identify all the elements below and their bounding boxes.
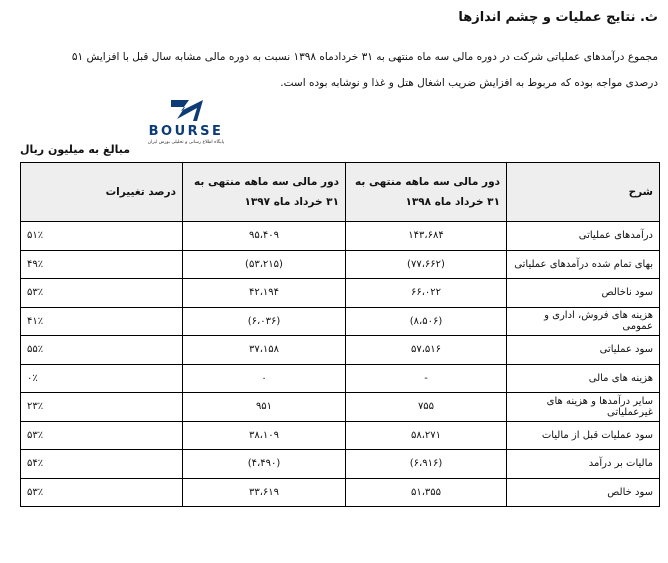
row-description: هزینه های فروش، اداری و عمومی bbox=[507, 307, 660, 336]
table-row bbox=[21, 222, 660, 251]
row-value-1398: (۷۷،۶۶۲) bbox=[346, 250, 507, 279]
row-value-1398: (۶،۹۱۶) bbox=[346, 450, 507, 479]
row-description: سود عملیاتی bbox=[507, 336, 660, 365]
results-table bbox=[20, 162, 660, 507]
row-value-1397: ۹۵۱ bbox=[183, 393, 346, 422]
row-description: درآمدهای عملیاتی bbox=[507, 222, 660, 251]
row-change: ۵۱٪ bbox=[21, 222, 183, 251]
unit-note: مبالغ به میلیون ریال bbox=[20, 143, 131, 156]
row-change: ۴۹٪ bbox=[21, 250, 183, 279]
header-period-1397: دور مالی سه ماهه منتهی به ۳۱ خرداد ماه ۱۳۹۷ bbox=[183, 163, 346, 222]
row-change: ۲۳٪ bbox=[21, 393, 183, 422]
row-change: ۵۳٪ bbox=[21, 421, 183, 450]
row-value-1397: (۶،۰۳۶) bbox=[183, 307, 346, 336]
logo-subtitle: پایگاه اطلاع رسانی و تحلیلی بورس ایران bbox=[147, 140, 225, 145]
table-row bbox=[21, 279, 660, 308]
table-header-row bbox=[21, 163, 660, 222]
table-row bbox=[21, 336, 660, 365]
table-row bbox=[21, 393, 660, 422]
row-change: ۴۱٪ bbox=[21, 307, 183, 336]
table-row bbox=[21, 421, 660, 450]
row-change: ۰٪ bbox=[21, 364, 183, 393]
table-row bbox=[21, 364, 660, 393]
table-row bbox=[21, 450, 660, 479]
bourse-logo bbox=[127, 97, 245, 149]
row-change: ۵۳٪ bbox=[21, 279, 183, 308]
row-description: سود ناخالص bbox=[507, 279, 660, 308]
row-description: مالیات بر درآمد bbox=[507, 450, 660, 479]
row-description: سود عملیات قبل از مالیات bbox=[507, 421, 660, 450]
row-value-1397: ۳۷،۱۵۸ bbox=[183, 336, 346, 365]
table-row bbox=[21, 478, 660, 507]
row-value-1398: ۵۸،۲۷۱ bbox=[346, 421, 507, 450]
row-description: هزینه های مالی bbox=[507, 364, 660, 393]
header-period-1398: دور مالی سه ماهه منتهی به ۳۱ خرداد ماه ۱۳۹۸ bbox=[346, 163, 507, 222]
row-value-1398: (۸،۵۰۶) bbox=[346, 307, 507, 336]
row-value-1398: ۵۱،۳۵۵ bbox=[346, 478, 507, 507]
row-description: سود خالص bbox=[507, 478, 660, 507]
table-row bbox=[21, 250, 660, 279]
row-value-1397: (۴،۴۹۰) bbox=[183, 450, 346, 479]
row-value-1397: ۳۳،۶۱۹ bbox=[183, 478, 346, 507]
row-value-1398: ۵۷،۵۱۶ bbox=[346, 336, 507, 365]
row-value-1397: ۰ bbox=[183, 364, 346, 393]
row-change: ۵۴٪ bbox=[21, 450, 183, 479]
logo-mark-icon bbox=[167, 97, 207, 125]
row-change: ۵۳٪ bbox=[21, 478, 183, 507]
row-value-1397: ۳۸،۱۰۹ bbox=[183, 421, 346, 450]
summary-paragraph: مجموع درآمدهای عملیاتی شرکت در دوره مالی سه ماه منتهی به ۳۱ خردادماه ۱۳۹۸ نسبت به دوره مالی مشابه سال قبل با افزایش ۵۱ درصدی مواجه بوده که مربوط به افزایش ضریب اشغال هتل و غذا و نوشابه بوده است. bbox=[71, 51, 658, 89]
header-change: درصد تغییرات bbox=[21, 163, 183, 222]
row-value-1398: ۶۶،۰۲۲ bbox=[346, 279, 507, 308]
row-value-1397: ۴۲،۱۹۴ bbox=[183, 279, 346, 308]
row-description: بهای تمام شده درآمدهای عملیاتی bbox=[507, 250, 660, 279]
row-value-1398: ۷۵۵ bbox=[346, 393, 507, 422]
row-value-1398: - bbox=[346, 364, 507, 393]
row-value-1397: (۵۳،۲۱۵) bbox=[183, 250, 346, 279]
section-heading: ث. نتایج عملیات و چشم اندازها bbox=[458, 10, 658, 25]
row-description: سایر درآمدها و هزینه های غیرعملیاتی bbox=[507, 393, 660, 422]
row-value-1398: ۱۴۳،۶۸۴ bbox=[346, 222, 507, 251]
row-change: ۵۵٪ bbox=[21, 336, 183, 365]
table-row bbox=[21, 307, 660, 336]
header-description: شرح bbox=[507, 163, 660, 222]
logo-wordmark: BOURSE bbox=[148, 124, 224, 139]
row-value-1397: ۹۵،۴۰۹ bbox=[183, 222, 346, 251]
